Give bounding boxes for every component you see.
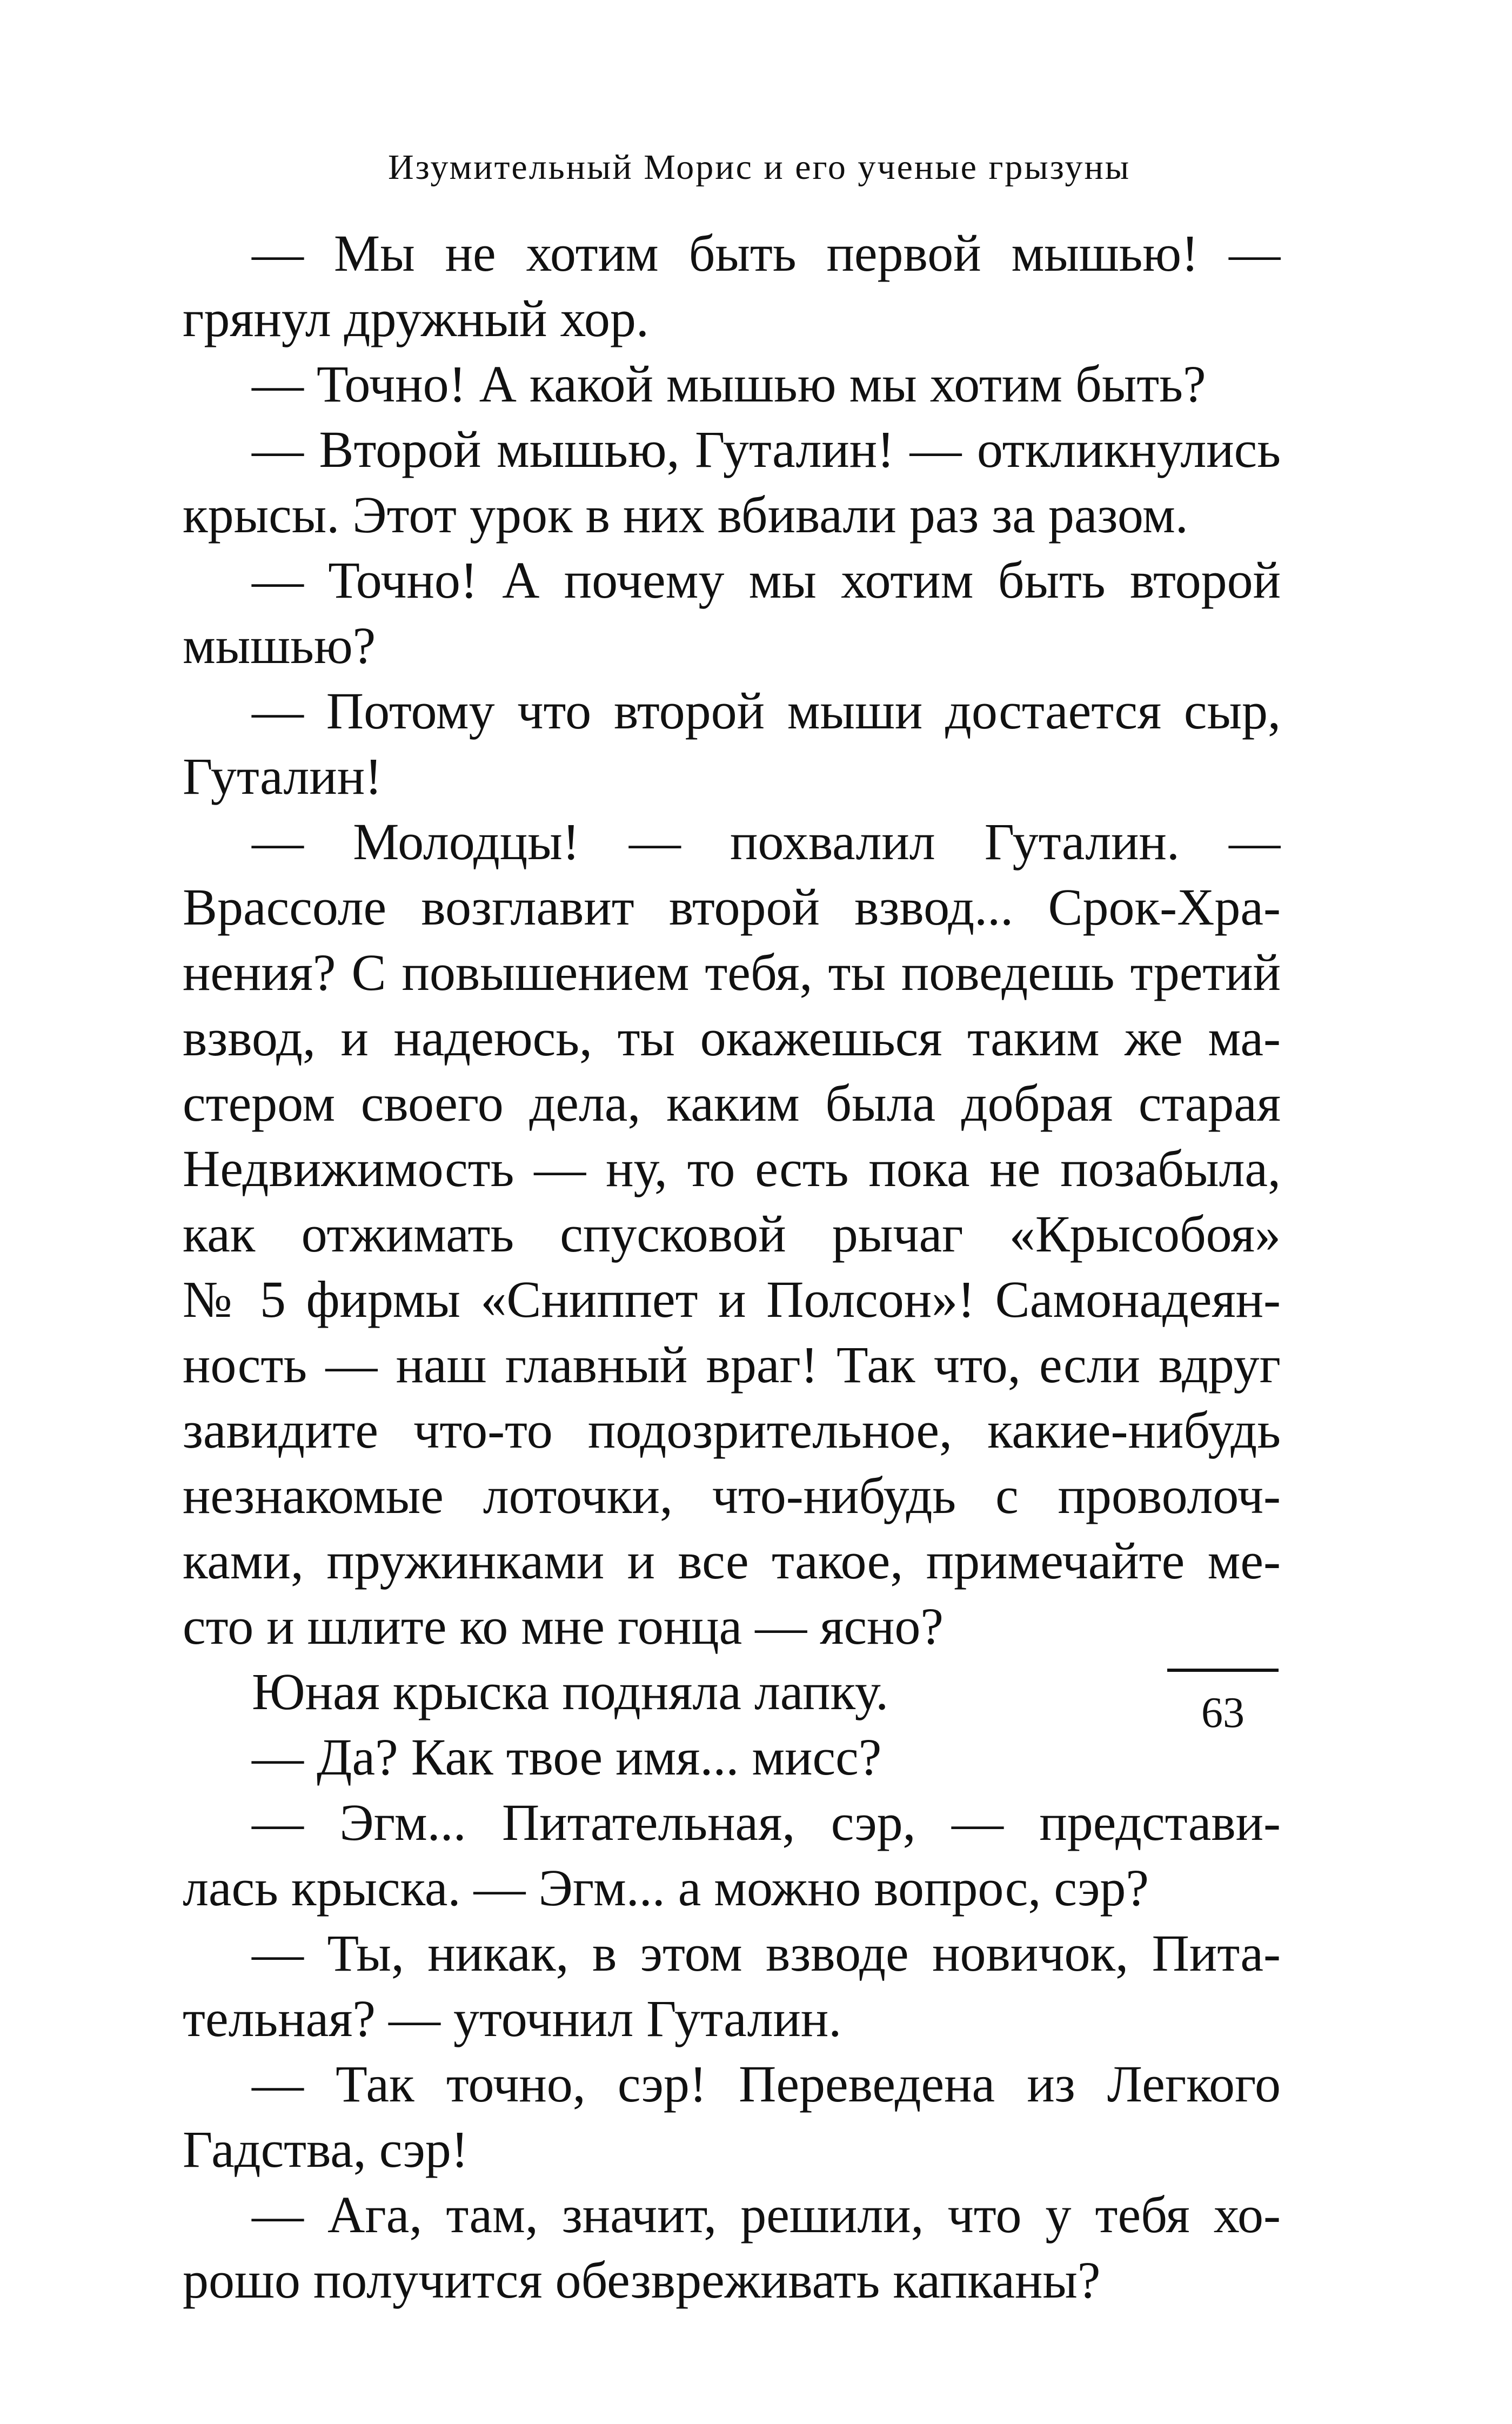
text-line: стером своего дела, каким была добрая старая [183, 1074, 1281, 1132]
text-line: лась крыска. — Эгм... а можно вопрос, сэр? [183, 1859, 1149, 1917]
running-head: Изумительный Морис и его ученые грызуны [388, 148, 1131, 187]
text-line: сто и шлите ко мне гонца — ясно? [183, 1597, 944, 1655]
text-line: нения? С повышением тебя, ты поведешь третий [183, 943, 1281, 1001]
text-line: — Да? Как твое имя... мисс? [252, 1728, 882, 1786]
text-line: — Точно! А какой мышью мы хотим быть? [252, 355, 1206, 413]
text-line: ность — наш главный враг! Так что, если вдруг [183, 1336, 1281, 1394]
text-line: Гуталин! [183, 747, 383, 805]
text-line: — Потому что второй мыши достается сыр, [252, 682, 1281, 740]
text-line: — Точно! А почему мы хотим быть второй [252, 551, 1281, 609]
text-line: рошо получится обезвреживать капканы? [183, 2251, 1101, 2309]
text-line: — Мы не хотим быть первой мышью! — [252, 224, 1281, 282]
page-number: 63 [1201, 1689, 1245, 1737]
text-line: Юная крыска подняла лапку. [252, 1663, 889, 1720]
text-line: — Так точно, сэр! Переведена из Легкого [252, 2055, 1281, 2113]
text-line: — Молодцы! — похвалил Гуталин. — [252, 813, 1281, 871]
text-line: грянул дружный хор. [183, 290, 649, 347]
text-line: — Ты, никак, в этом взводе новичок, Пита- [252, 1924, 1281, 1982]
footer-rule [1167, 1669, 1279, 1672]
text-line: как отжимать спусковой рычаг «Крысобоя» [183, 1205, 1281, 1263]
text-line: Врассоле возглавит второй взвод... Срок-Хра- [183, 878, 1281, 936]
text-line: ками, пружинками и все такое, примечайте ме- [183, 1532, 1281, 1590]
text-line: незнакомые лоточки, что-нибудь с проволоч- [183, 1467, 1281, 1524]
text-line: — Второй мышью, Гуталин! — откликнулись [252, 420, 1281, 478]
text-line: мышью? [183, 617, 376, 674]
text-line: № 5 фирмы «Сниппет и Полсон»! Самонадеян- [183, 1270, 1281, 1328]
text-line: Недвижимость — ну, то есть пока не позабыла, [183, 1140, 1281, 1197]
text-line: — Ага, там, значит, решили, что у тебя хо- [252, 2186, 1281, 2244]
text-line: — Эгм... Питательная, сэр, — представи- [252, 1793, 1281, 1851]
text-line: Гадства, сэр! [183, 2120, 469, 2178]
text-line: завидите что-то подозрительное, какие-нибудь [183, 1401, 1281, 1459]
text-line: крысы. Этот урок в них вбивали раз за разом. [183, 486, 1188, 544]
body-text [183, 220, 1281, 2313]
text-line: тельная? — уточнил Гуталин. [183, 1990, 842, 2047]
text-line: взвод, и надеюсь, ты окажешься таким же ма- [183, 1009, 1281, 1067]
